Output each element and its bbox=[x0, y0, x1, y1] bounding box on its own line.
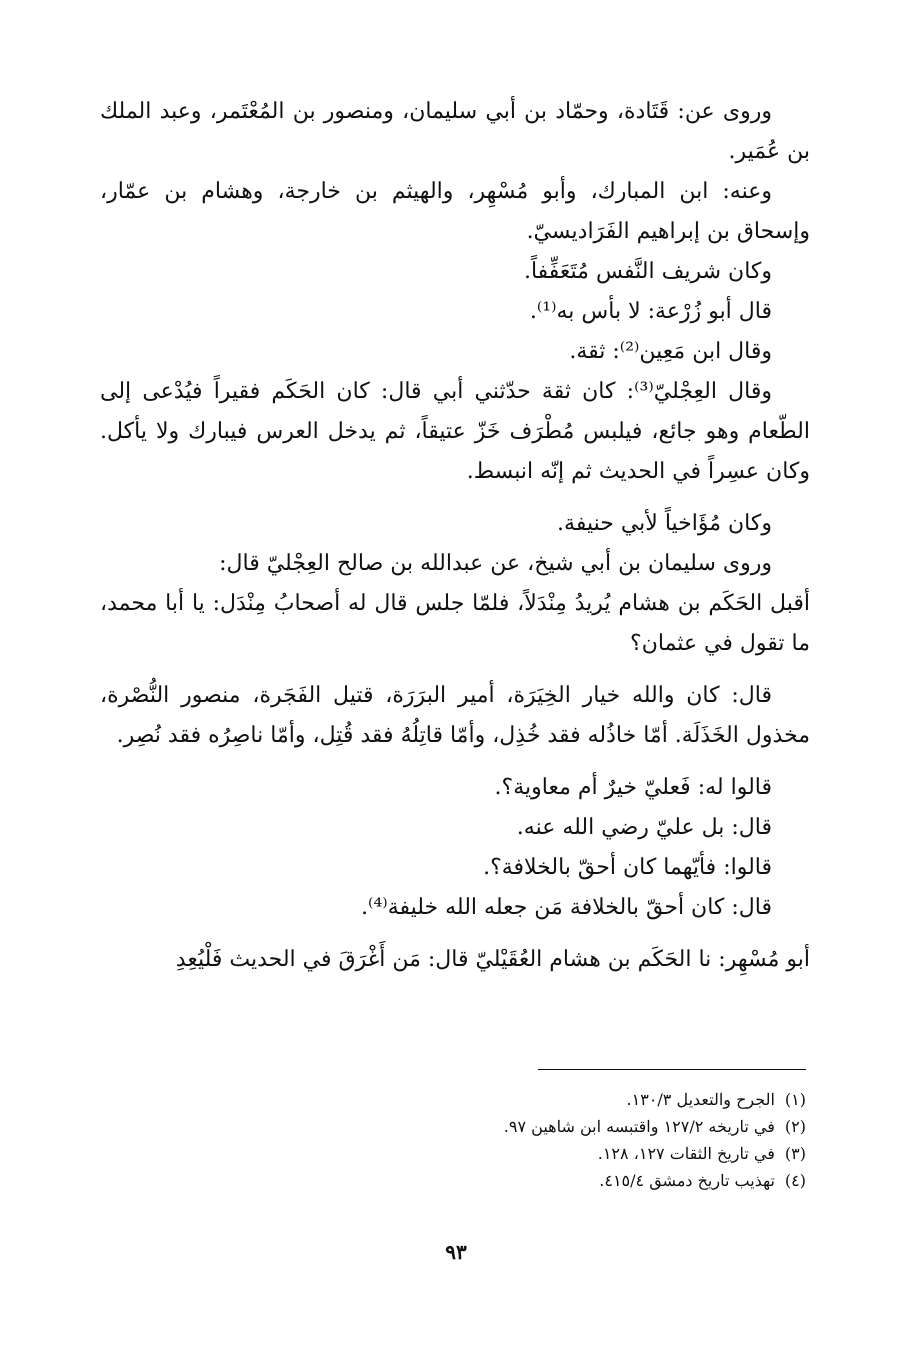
footnote-item bbox=[300, 1167, 806, 1194]
footnotes bbox=[300, 1086, 806, 1194]
main-text bbox=[100, 92, 810, 980]
paragraph-caliphate-question: قالوا: فأيّهما كان أحقّ بالخلافة؟. bbox=[483, 855, 772, 880]
paragraph-abu-hanifa: وكان مُؤَاخياً لأبي حنيفة. bbox=[557, 511, 772, 536]
paragraph-abu-mushir: أبو مُسْهِر: نا الحَكَم بن هشام العُقَيْليّ قال: مَن أَغْرَقَ في الحديث فَلْيُعِدِ bbox=[175, 947, 810, 972]
footnote-item bbox=[300, 1113, 806, 1140]
footnote-number: (٣) bbox=[784, 1144, 806, 1163]
footnote-item bbox=[300, 1140, 806, 1167]
footnote-text: تهذيب تاريخ دمشق ٤١٥/٤. bbox=[599, 1171, 775, 1190]
footnote-number: (٤) bbox=[784, 1171, 806, 1190]
paragraph-ijli: وقال العِجْليّ⁽³⁾: كان ثقة حدّثني أبي قال: كان الحَكَم فقيراً فيُدْعى إلى الطّعام وهو جائع، فيلبس مُطْرَف خَزّ عتيقاً، ثم يدخل العرس فيبارك ولا يأكل. وكان عسِراً في الحديث ثم إنّه انبسط. bbox=[100, 379, 810, 484]
paragraph-ibn-main: وقال ابن مَعِين⁽²⁾: ثقة. bbox=[569, 339, 772, 364]
paragraph-abu-zura: قال أبو زُرْعة: لا بأس به⁽¹⁾. bbox=[529, 299, 772, 324]
paragraph-mindal: أقبل الحَكَم بن هشام يُريدُ مِنْدَلاً، فلمّا جلس قال له أصحابُ مِنْدَل: يا أبا محمد، ما تقول في عثمان؟ bbox=[100, 591, 810, 656]
paragraph-ali-answer: قال: بل عليّ رضي الله عنه. bbox=[516, 815, 772, 840]
footnote-text: في تاريخه ١٢٧/٢ واقتبسه ابن شاهين ٩٧. bbox=[503, 1117, 775, 1136]
footnote-item bbox=[300, 1086, 806, 1113]
footnote-number: (١) bbox=[784, 1090, 806, 1109]
paragraph-character: وكان شريف النَّفس مُتَعَفِّفاً. bbox=[523, 259, 772, 284]
paragraph-narrators-from: وروى عن: قَتَادة، وحمّاد بن أبي سليمان، ومنصور بن المُعْتَمر، وعبد الملك بن عُمَير. bbox=[100, 99, 810, 164]
paragraph-narrators-to: وعنه: ابن المبارك، وأبو مُسْهِر، والهيثم بن خارجة، وهشام بن عمّار، وإسحاق بن إبراهيم الفَرَاديسيّ. bbox=[100, 179, 810, 244]
footnote-text: الجرح والتعديل ١٣٠/٣. bbox=[626, 1090, 775, 1109]
footnote-text: في تاريخ الثقات ١٢٧، ١٢٨. bbox=[597, 1144, 775, 1163]
paragraph-uthman: قال: كان والله خيار الخِيَرَة، أمير البرَرَة، قتيل الفَجَرة، منصور النُّصْرة، مخذول الخَذَلَة. أمّا خاذُله فقد خُذِل، وأمّا قاتِلُهُ فقد قُتِل، وأمّا ناصِرُه فقد نُصِر. bbox=[100, 683, 810, 748]
paragraph-sulayman: وروى سليمان بن أبي شيخ، عن عبدالله بن صالح العِجْليّ قال: bbox=[219, 551, 772, 576]
paragraph-ali-or-muawiya: قالوا له: فَعليّ خيرٌ أم معاوية؟. bbox=[494, 775, 772, 800]
footnote-divider bbox=[538, 1069, 806, 1070]
page-number: ٩٣ bbox=[445, 1240, 467, 1264]
paragraph-caliphate-answer: قال: كان أحقّ بالخلافة مَن جعله الله خليفة⁽⁴⁾. bbox=[361, 895, 772, 920]
footnote-number: (٢) bbox=[784, 1117, 806, 1136]
